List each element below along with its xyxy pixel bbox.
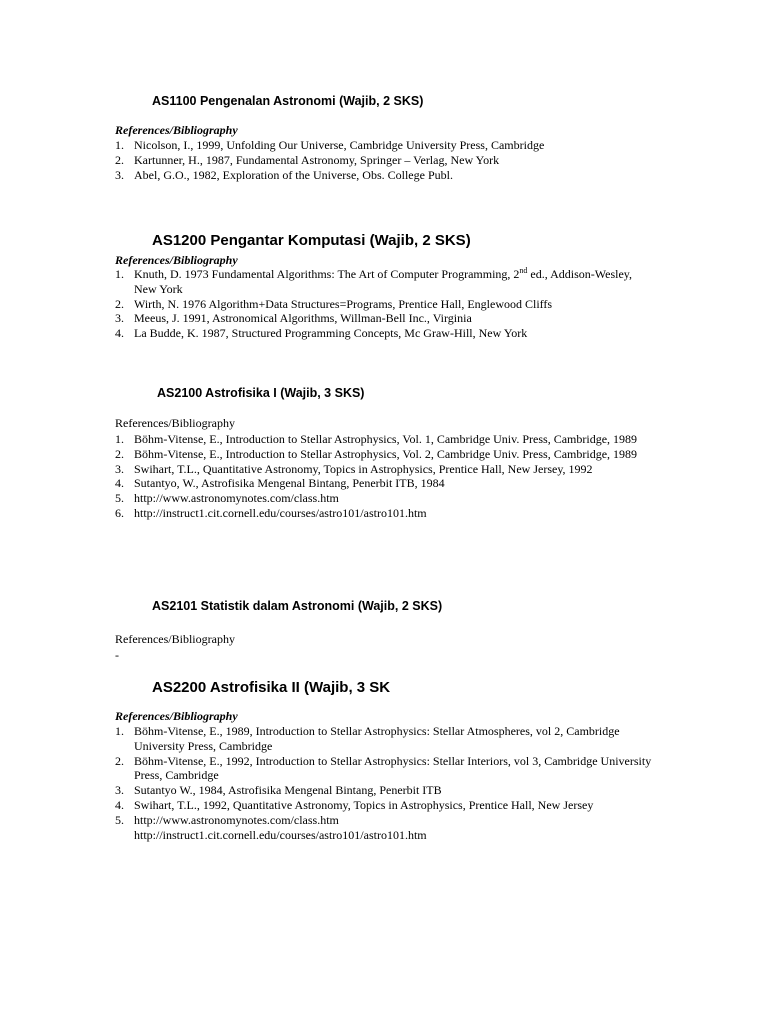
list-item [115,311,655,326]
list-item [115,724,655,754]
list-item [115,476,655,491]
list-number: 3. [115,783,124,798]
list-item [115,813,655,828]
list-item [115,153,655,168]
references-label: References/Bibliography [115,253,238,267]
list-number: 2. [115,753,124,768]
list-item [115,432,655,447]
reference-text: Wirth, N. 1976 Algorithm+Data Structures=Programs, Prentice Hall, Englewood Cliffs [134,296,553,311]
reference-text: Sutantyo, W., Astrofisika Mengenal Bintang, Penerbit ITB, 1984 [134,476,445,491]
reference-list [115,724,655,842]
list-number: 1. [115,432,124,446]
reference-list [115,432,655,521]
list-number: 4. [115,476,124,491]
list-item [115,754,655,784]
reference-text: Swihart, T.L., Quantitative Astronomy, Topics in Astrophysics, Prentice Hall, New Jersey, 1992 [134,461,593,476]
reference-link[interactable]: http://instruct1.cit.cornell.edu/courses/astro101/astro101.htm [134,827,427,842]
list-item-continuation [115,828,655,843]
reference-text: Böhm-Vitense, E., 1989, Introduction to Stellar Astrophysics: Stellar Atmospheres, vol 2, Cambridge University Press, Cambridge [134,724,620,753]
list-number: 3. [115,461,124,476]
reference-text: La Budde, K. 1987, Structured Programming Concepts, Mc Graw-Hill, New York [134,326,528,341]
course-title-as2100: AS2100 Astrofisika I (Wajib, 3 SKS) [157,386,365,400]
reference-link[interactable]: http://instruct1.cit.cornell.edu/courses/astro101/astro101.htm [134,505,427,520]
course-title-as2200: AS2200 Astrofisika II (Wajib, 3 SK [152,679,391,696]
list-item [115,297,655,312]
references-label: References/Bibliography [115,632,235,646]
reference-text: Swihart, T.L., 1992, Quantitative Astronomy, Topics in Astrophysics, Prentice Hall, New Jersey [134,797,594,812]
list-number: 6. [115,505,124,520]
superscript: nd [519,266,528,275]
list-item [115,447,655,462]
list-number: 4. [115,326,124,341]
reference-text: ed., Addison-Wesley, New York [134,267,632,296]
reference-link[interactable]: http://www.astronomynotes.com/class.htm [134,812,339,827]
list-number: 1. [115,724,124,738]
reference-link[interactable]: http://www.astronomynotes.com/class.htm [134,491,339,506]
list-number: 4. [115,797,124,812]
reference-text: Sutantyo W., 1984, Astrofisika Mengenal Bintang, Penerbit ITB [134,783,442,798]
list-item [115,138,655,153]
list-number: 1. [115,138,124,152]
course-title-as2101: AS2101 Statistik dalam Astronomi (Wajib, 2 SKS) [152,599,443,613]
reference-text: Böhm-Vitense, E., 1992, Introduction to Stellar Astrophysics: Stellar Interiors, vol 3, Cambridge University Press, Cambridge [134,753,652,783]
list-item [115,326,655,341]
course-title-as1200: AS1200 Pengantar Komputasi (Wajib, 2 SKS) [152,232,471,249]
list-item [115,168,655,183]
list-number: 3. [115,167,124,182]
list-item [115,798,655,813]
empty-list-dash: - [115,648,119,662]
reference-text: Abel, G.O., 1982, Exploration of the Universe, Obs. College Publ. [134,167,453,182]
list-number: 2. [115,296,124,311]
list-number: 2. [115,446,124,461]
reference-text: Böhm-Vitense, E., Introduction to Stellar Astrophysics, Vol. 1, Cambridge Univ. Press, Cambridge, 1989 [134,432,638,446]
references-label: References/Bibliography [115,416,235,430]
reference-list [115,267,655,341]
course-title-as1100: AS1100 Pengenalan Astronomi (Wajib, 2 SKS) [152,94,424,108]
reference-text: Knuth, D. 1973 Fundamental Algorithms: The Art of Computer Programming, 2 [134,267,520,281]
list-item [115,267,655,297]
list-number: 5. [115,812,124,827]
list-item [115,783,655,798]
reference-text: Kartunner, H., 1987, Fundamental Astronomy, Springer – Verlag, New York [134,152,500,167]
reference-text: Böhm-Vitense, E., Introduction to Stellar Astrophysics, Vol. 2, Cambridge Univ. Press, Cambridge, 1989 [134,446,638,461]
references-label: References/Bibliography [115,709,238,723]
list-number: 1. [115,267,124,281]
reference-text: Meeus, J. 1991, Astronomical Algorithms, Willman-Bell Inc., Virginia [134,311,472,326]
reference-list [115,138,655,182]
list-item [115,506,655,521]
list-item [115,462,655,477]
list-number: 2. [115,152,124,167]
list-number: 5. [115,491,124,506]
references-label: References/Bibliography [115,123,238,137]
list-number: 3. [115,311,124,326]
list-item [115,491,655,506]
reference-text: Nicolson, I., 1999, Unfolding Our Universe, Cambridge University Press, Cambridge [134,138,545,152]
